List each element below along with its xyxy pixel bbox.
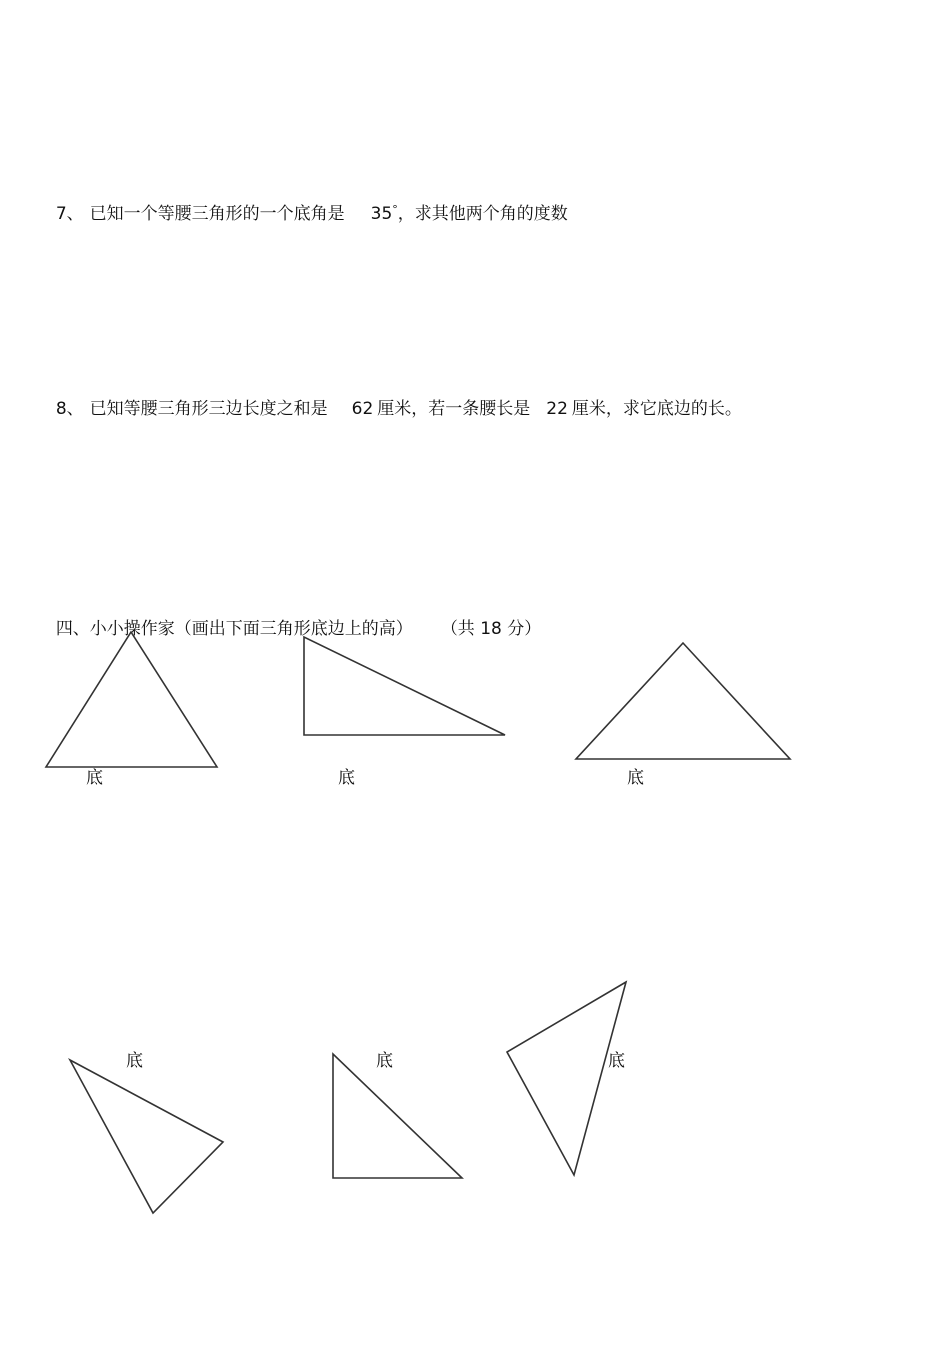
question-7-degree-mark: ° xyxy=(392,203,398,216)
triangle-4 xyxy=(70,1060,223,1213)
triangle-1 xyxy=(46,632,217,767)
triangle-6 xyxy=(507,982,626,1175)
base-label-triangle-6: 底 xyxy=(608,1051,625,1071)
triangle-2 xyxy=(304,637,505,735)
section-4-title: 四、小小操作家（画出下面三角形底边上的高） xyxy=(55,619,413,639)
base-label-triangle-2: 底 xyxy=(338,768,355,788)
base-label-triangle-3: 底 xyxy=(627,768,644,788)
question-7-number: 7、 xyxy=(55,204,84,224)
question-7-text-b: ，求其他两个角的度数 xyxy=(397,204,568,224)
base-label-triangle-5: 底 xyxy=(376,1051,393,1071)
base-label-triangle-4: 底 xyxy=(126,1051,143,1071)
question-8-value-2: 22 xyxy=(546,399,568,419)
question-8-text-a: 已知等腰三角形三边长度之和是 xyxy=(89,399,328,419)
question-8 xyxy=(45,379,742,419)
section-4-points: （共 18 分） xyxy=(440,619,542,639)
triangle-5 xyxy=(333,1054,462,1178)
question-8-text-b: 厘米，若一条腰长是 xyxy=(377,399,531,419)
question-7-value: 35 xyxy=(370,204,393,224)
question-8-number: 8、 xyxy=(55,399,84,419)
question-7-text-a: 已知一个等腰三角形的一个底角是 xyxy=(89,204,345,224)
base-label-triangle-1: 底 xyxy=(86,768,103,788)
question-7 xyxy=(45,180,568,224)
section-4-heading xyxy=(45,599,541,639)
triangle-3 xyxy=(576,643,790,759)
question-8-value-1: 62 xyxy=(351,399,374,419)
question-8-text-c: 厘米，求它底边的长。 xyxy=(571,399,742,419)
